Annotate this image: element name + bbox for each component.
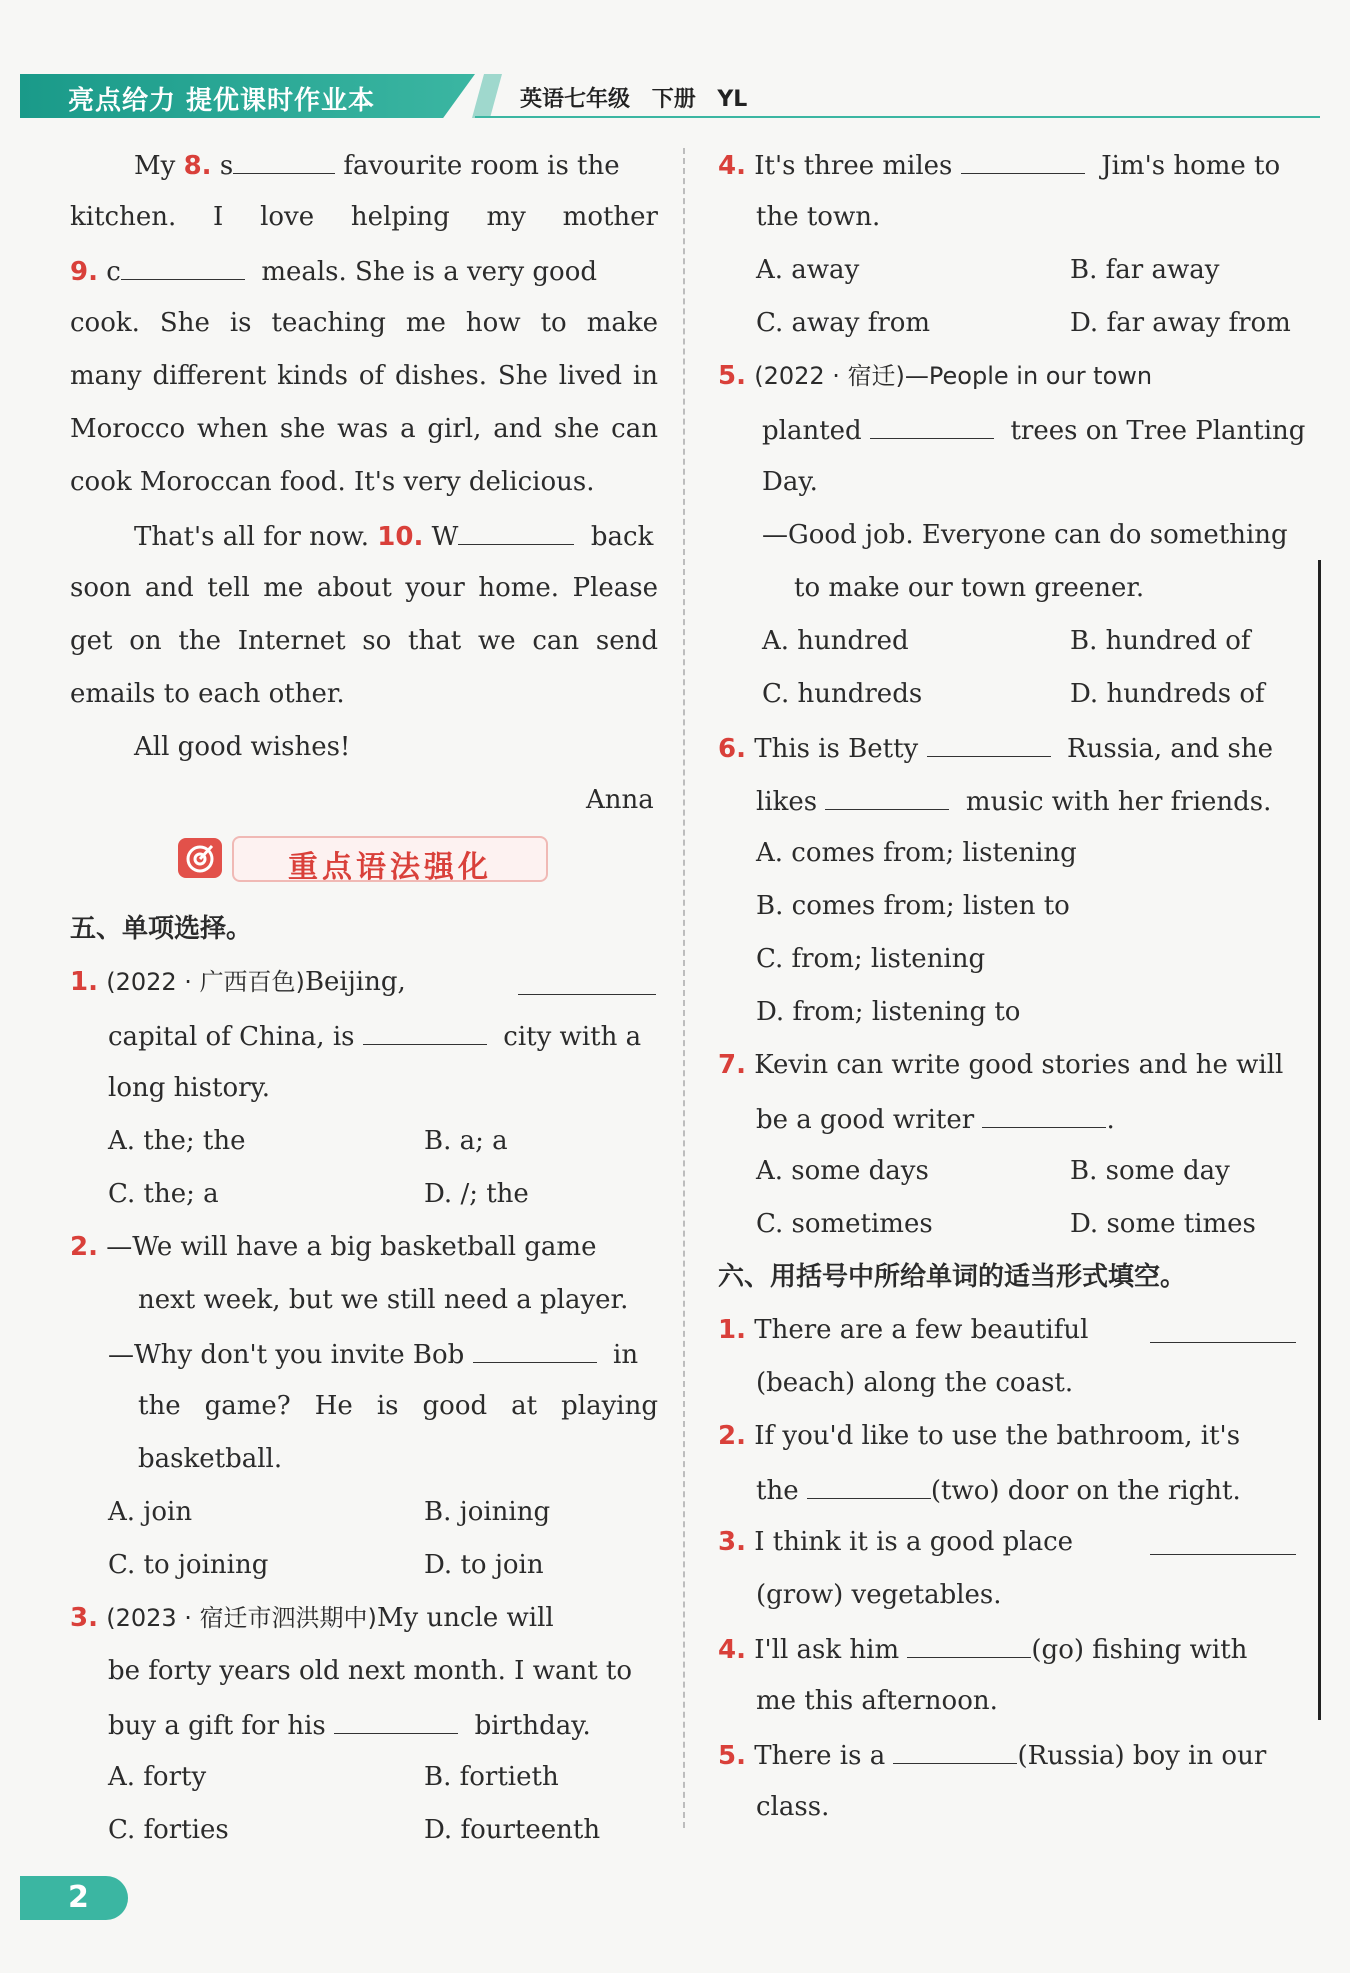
answer-blank[interactable] — [458, 522, 574, 545]
text: Jim's home to — [1101, 151, 1281, 181]
question-number: 4. — [718, 1635, 746, 1665]
question-line: (beach) along the coast. — [756, 1368, 1074, 1398]
option-c[interactable]: C. sometimes — [756, 1209, 933, 1239]
letter-line-11: emails to each other. — [70, 679, 345, 709]
text: Kevin can write good stories and he will — [754, 1050, 1284, 1080]
letter-line-8 — [134, 522, 653, 550]
option-d[interactable]: D. hundreds of — [1070, 679, 1265, 709]
blank-number: 8. — [183, 151, 212, 181]
question-line — [718, 734, 1273, 762]
page-header — [20, 74, 1320, 118]
option-b[interactable]: B. some day — [1070, 1156, 1230, 1186]
text: There is a — [754, 1741, 886, 1771]
letter-line-5: many different kinds of dishes. She lived in — [70, 361, 658, 391]
text: likes — [756, 787, 818, 817]
question-number: 1. — [718, 1315, 746, 1345]
question-line — [756, 1105, 1115, 1133]
option-c[interactable]: C. from; listening — [756, 944, 986, 974]
text: Beijing, — [304, 967, 406, 997]
question-number: 2. — [70, 1232, 98, 1262]
question-number: 7. — [718, 1050, 746, 1080]
option-b[interactable]: B. hundred of — [1070, 626, 1251, 656]
question-number: 4. — [718, 151, 746, 181]
option-a[interactable]: A. some days — [756, 1156, 929, 1186]
question-line — [70, 969, 406, 995]
answer-blank[interactable] — [893, 1741, 1017, 1764]
letter-line-4: cook. She is teaching me how to make — [70, 308, 658, 338]
option-a[interactable]: A. join — [108, 1497, 193, 1527]
question-line: the game? He is good at playing — [138, 1391, 658, 1421]
edition-label: YL — [717, 87, 748, 112]
text: There are a few beautiful — [754, 1315, 1089, 1345]
question-source: (2023 · 宿迁市泗洪期中) — [106, 1604, 377, 1632]
question-line: class. — [756, 1792, 830, 1822]
question-line — [762, 416, 1305, 444]
option-d[interactable]: D. to join — [424, 1550, 544, 1580]
option-b[interactable]: B. a; a — [424, 1126, 508, 1156]
section6-title: 六、用括号中所给单词的适当形式填空。 — [718, 1262, 1187, 1292]
question-source: (2022 · 广西百色) — [106, 968, 305, 996]
text: buy a gift for his — [108, 1711, 326, 1741]
answer-blank[interactable] — [233, 151, 335, 174]
question-number: 3. — [718, 1527, 746, 1557]
text: (two) door on the right. — [930, 1476, 1241, 1506]
question-line: to make our town greener. — [794, 573, 1145, 603]
page-number-tab — [20, 1876, 128, 1920]
option-d[interactable]: D. fourteenth — [424, 1815, 601, 1845]
option-b[interactable]: B. joining — [424, 1497, 551, 1527]
text: This is Betty — [754, 734, 919, 764]
question-line — [718, 1741, 1266, 1769]
letter-signature: Anna — [586, 785, 654, 815]
answer-blank[interactable] — [982, 1105, 1106, 1128]
option-c[interactable]: C. to joining — [108, 1550, 269, 1580]
question-line — [718, 1052, 1283, 1078]
page-number: 2 — [68, 1880, 89, 1915]
question-line: be forty years old next month. I want to — [108, 1656, 633, 1686]
text: music with her friends. — [965, 787, 1272, 817]
text: (Russia) boy in our — [1017, 1741, 1267, 1771]
text: (go) fishing with — [1031, 1635, 1248, 1665]
option-a[interactable]: A. comes from; listening — [756, 838, 1077, 868]
question-line — [70, 1605, 554, 1631]
question-number: 6. — [718, 734, 746, 764]
letter-line-7: cook Moroccan food. It's very delicious. — [70, 467, 595, 497]
volume-label: 下册 — [651, 87, 696, 112]
text: in — [613, 1340, 639, 1370]
subject-label: 英语七年级 — [520, 87, 631, 112]
question-line — [756, 787, 1271, 815]
question-line — [718, 1635, 1247, 1663]
question-line — [718, 151, 1280, 179]
question-line — [718, 363, 1152, 389]
text: birthday. — [474, 1711, 591, 1741]
text: favourite room is the — [343, 151, 620, 181]
option-b[interactable]: B. comes from; listen to — [756, 891, 1070, 921]
letter-line-2: kitchen. I love helping my mother — [70, 202, 658, 232]
text: meals. She is a very good — [261, 257, 598, 287]
text: If you'd like to use the bathroom, it's — [754, 1421, 1241, 1451]
option-c[interactable]: C. forties — [108, 1815, 229, 1845]
answer-blank[interactable] — [1150, 1532, 1296, 1555]
answer-blank[interactable] — [825, 787, 949, 810]
blank-hint: W — [431, 522, 459, 552]
question-number: 5. — [718, 361, 746, 391]
text: planted — [762, 416, 862, 446]
answer-blank[interactable] — [334, 1711, 458, 1734]
text: I think it is a good place — [754, 1527, 1074, 1557]
letter-line-6: Morocco when she was a girl, and she can — [70, 414, 658, 444]
question-line — [718, 1317, 1088, 1343]
section-banner — [178, 836, 546, 885]
target-icon — [178, 838, 222, 878]
answer-blank[interactable] — [518, 972, 656, 995]
answer-blank[interactable] — [473, 1340, 597, 1363]
blank-number: 10. — [377, 522, 424, 552]
text: —Why don't you invite Bob — [108, 1340, 465, 1370]
answer-blank[interactable] — [927, 734, 1051, 757]
text: capital of China, is — [108, 1022, 355, 1052]
option-b[interactable]: B. far away — [1070, 255, 1220, 285]
question-number: 3. — [70, 1603, 98, 1633]
option-c[interactable]: C. hundreds — [762, 679, 923, 709]
answer-blank[interactable] — [907, 1635, 1031, 1658]
text: (2022 · 宿迁)—People in our town — [754, 362, 1153, 390]
header-subtitle — [520, 82, 747, 113]
question-line — [70, 1234, 596, 1260]
answer-blank[interactable] — [961, 151, 1085, 174]
option-c[interactable]: C. the; a — [108, 1179, 219, 1209]
question-line — [718, 1529, 1073, 1555]
option-d[interactable]: D. from; listening to — [756, 997, 1021, 1027]
answer-blank[interactable] — [870, 416, 994, 439]
header-rule — [475, 116, 1320, 118]
question-line: the town. — [756, 202, 881, 232]
question-number: 2. — [718, 1421, 746, 1451]
question-line — [108, 1711, 591, 1739]
text: My uncle will — [376, 1603, 554, 1633]
question-line — [756, 1476, 1241, 1504]
option-d[interactable]: D. /; the — [424, 1179, 529, 1209]
answer-blank[interactable] — [363, 1022, 487, 1045]
question-line: Day. — [762, 467, 818, 497]
question-line — [718, 1423, 1240, 1449]
header-stripe — [472, 74, 502, 118]
question-line: (grow) vegetables. — [756, 1580, 1002, 1610]
text: be a good writer — [756, 1105, 975, 1135]
question-number: 1. — [70, 967, 98, 997]
blank-hint: s — [219, 151, 234, 181]
text: I'll ask him — [754, 1635, 900, 1665]
answer-blank[interactable] — [121, 257, 245, 280]
series-title: 亮点给力 提优课时作业本 — [68, 86, 376, 116]
question-line: next week, but we still need a player. — [138, 1285, 629, 1315]
text: That's all for now. — [134, 522, 369, 552]
text: city with a — [503, 1022, 642, 1052]
text: My — [134, 151, 176, 181]
option-c[interactable]: C. away from — [756, 308, 931, 338]
blank-number: 9. — [70, 257, 98, 287]
blank-hint: c — [106, 257, 121, 287]
option-d[interactable]: D. some times — [1070, 1209, 1256, 1239]
option-a[interactable]: A. away — [756, 255, 860, 285]
text: trees on Tree Planting — [1010, 416, 1306, 446]
question-number: 5. — [718, 1741, 746, 1771]
option-a[interactable]: A. the; the — [108, 1126, 246, 1156]
text: the — [756, 1476, 799, 1506]
banner-box — [232, 836, 548, 885]
letter-line-9: soon and tell me about your home. Please — [70, 573, 658, 603]
question-line — [108, 1340, 638, 1368]
text: back — [590, 522, 654, 552]
option-a[interactable]: A. forty — [108, 1762, 207, 1792]
question-line: long history. — [108, 1073, 271, 1103]
page-edge-mark — [1318, 560, 1321, 1720]
question-line: basketball. — [138, 1444, 283, 1474]
option-d[interactable]: D. far away from — [1070, 308, 1291, 338]
letter-line-10: get on the Internet so that we can send — [70, 626, 658, 656]
option-a[interactable]: A. hundred — [762, 626, 909, 656]
section5-title: 五、单项选择。 — [70, 914, 253, 944]
question-line: me this afternoon. — [756, 1686, 998, 1716]
column-divider — [683, 148, 685, 1828]
question-line: —Good job. Everyone can do something — [762, 520, 1288, 550]
question-line — [108, 1022, 641, 1050]
text: It's three miles — [754, 151, 953, 181]
letter-line-1 — [134, 151, 620, 179]
letter-closing: All good wishes! — [134, 732, 351, 762]
text: . — [1106, 1105, 1115, 1135]
option-b[interactable]: B. fortieth — [424, 1762, 559, 1792]
banner-title: 重点语法强化 — [288, 850, 492, 885]
answer-blank[interactable] — [807, 1476, 931, 1499]
text: Russia, and she — [1067, 734, 1274, 764]
answer-blank[interactable] — [1150, 1320, 1296, 1343]
text: —We will have a big basketball game — [106, 1232, 597, 1262]
letter-line-3 — [70, 257, 597, 285]
